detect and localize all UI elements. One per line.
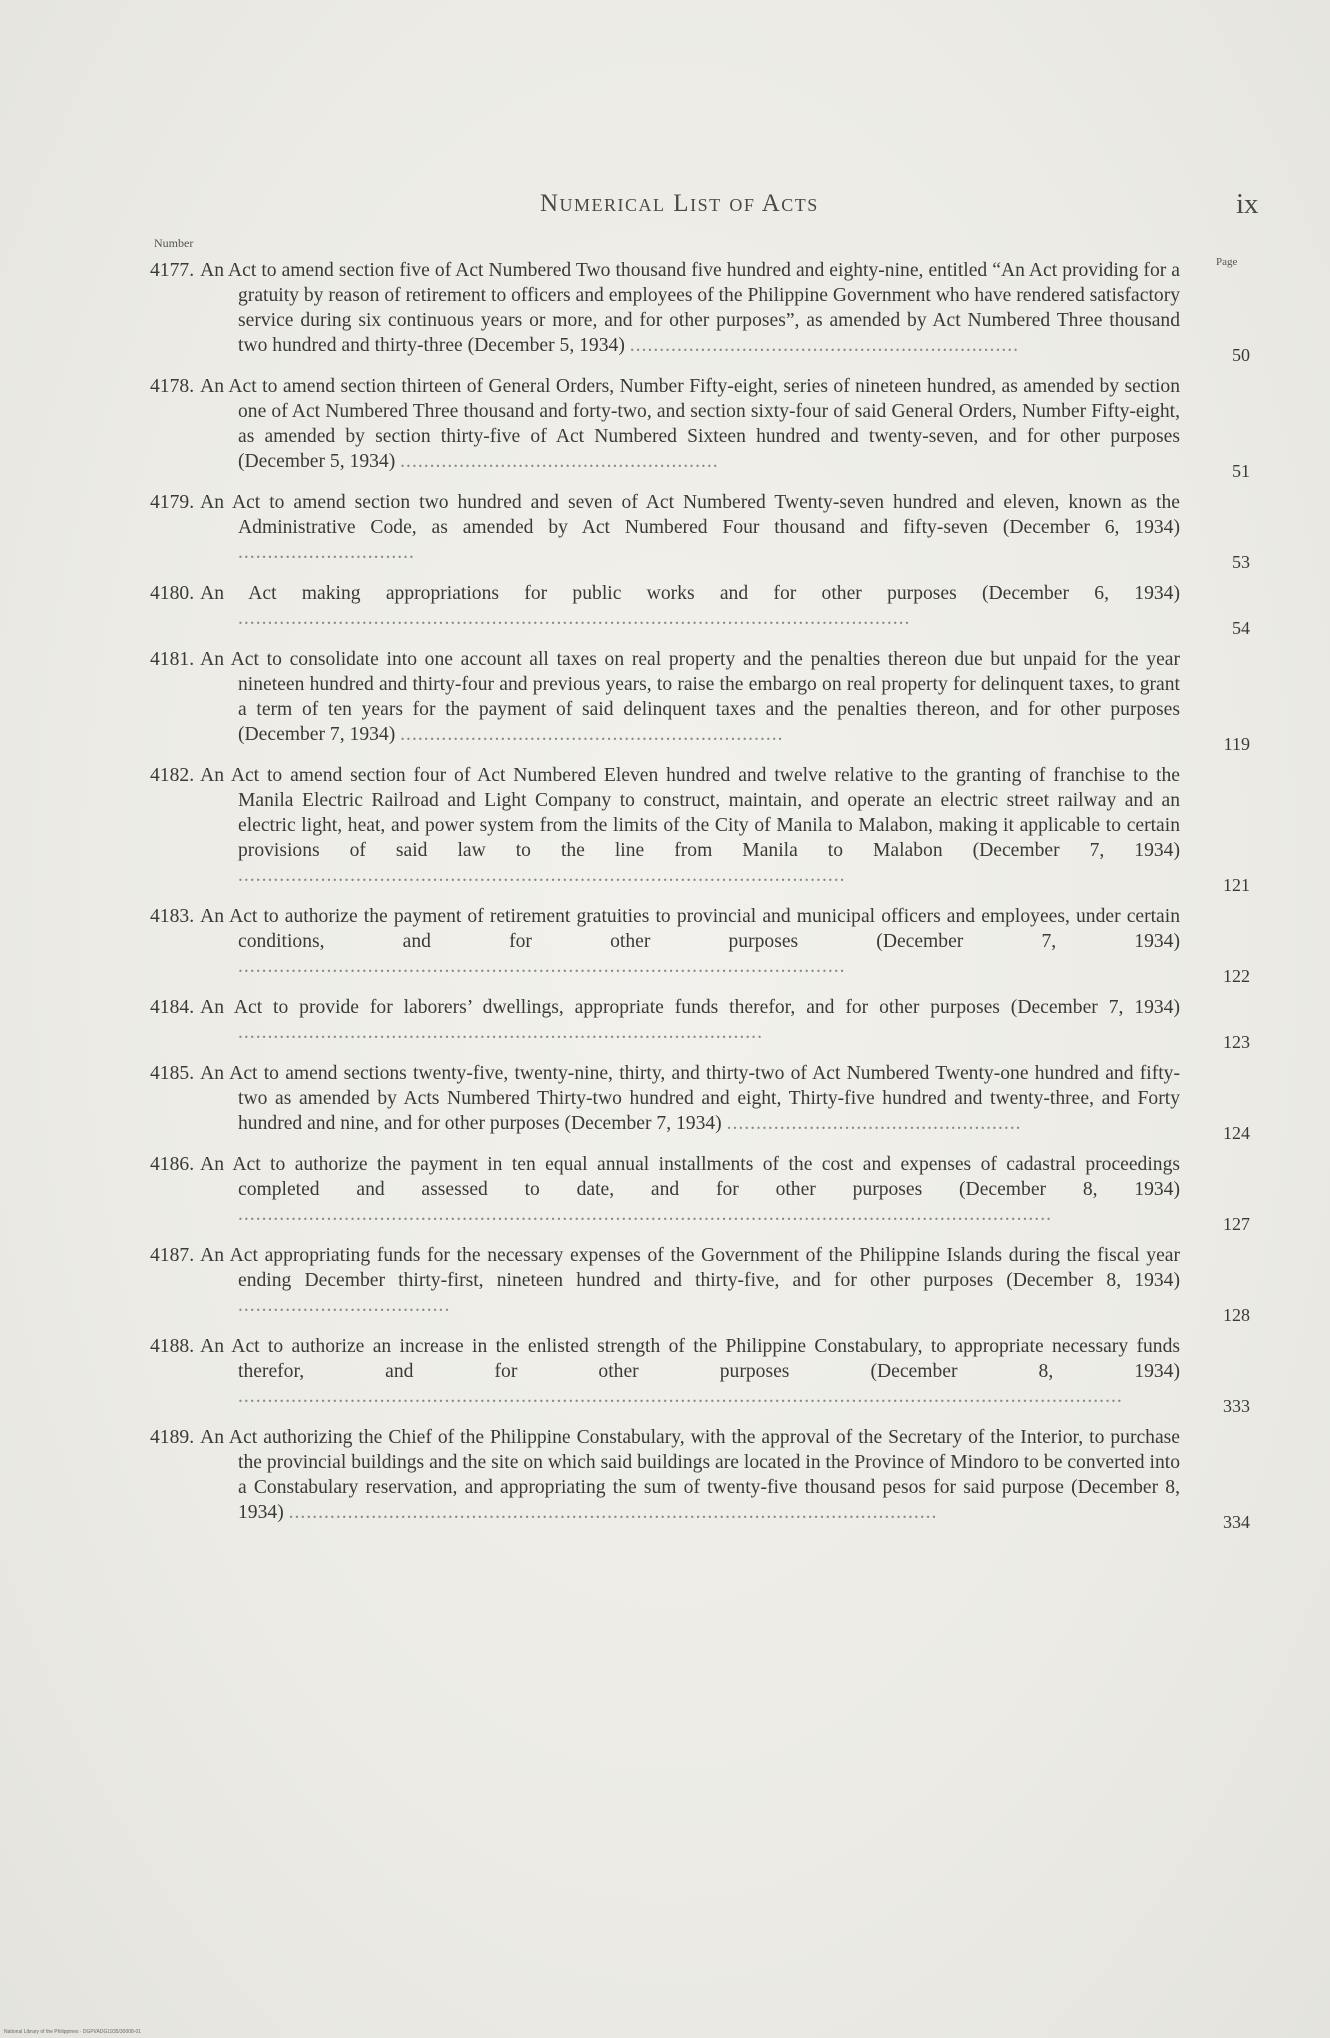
list-item xyxy=(150,995,1260,1052)
act-title: An Act to amend section two hundred and seven of Act Numbered Twenty-seven hundred and eleven, known as the Administrative Code, as amended by Act Numbered Four thousand and fifty-seven (December 6, 1934) xyxy=(200,492,1180,538)
list-item xyxy=(150,1243,1260,1325)
dot-leader: ...................................................................................................................................................... xyxy=(238,1386,1123,1407)
act-number: 4183. xyxy=(150,906,195,927)
act-page-ref: 334 xyxy=(1223,1512,1250,1532)
act-number: 4181. xyxy=(150,649,195,670)
dot-leader: ................................................................. xyxy=(400,724,784,745)
list-item xyxy=(150,490,1260,572)
act-page-ref: 53 xyxy=(1232,552,1250,572)
act-number: 4177. xyxy=(150,260,195,281)
act-title: An Act to provide for laborers’ dwellings, appropriate funds therefor, and for other purposes (December 7, 1934) xyxy=(200,997,1180,1018)
list-item xyxy=(150,647,1260,754)
dot-leader: .............................................................................................................. xyxy=(288,1502,938,1523)
act-number: 4189. xyxy=(150,1427,195,1448)
source-credit: National Library of the Philippines · DGPI/ADG1935/30008-01 xyxy=(4,2029,142,2035)
list-item xyxy=(150,374,1260,481)
act-page-ref: 333 xyxy=(1223,1396,1250,1416)
act-number: 4187. xyxy=(150,1245,195,1266)
dot-leader: ...................................................... xyxy=(400,451,719,472)
list-item xyxy=(150,581,1260,638)
dot-leader: ......................................................................................... xyxy=(238,1022,763,1043)
act-page-ref: 123 xyxy=(1223,1032,1250,1052)
list-item xyxy=(150,1061,1260,1143)
act-page-ref: 54 xyxy=(1232,618,1250,638)
list-item xyxy=(150,1425,1260,1532)
dot-leader: ....................................................................................................... xyxy=(238,956,846,977)
dot-leader: .................................................................. xyxy=(629,335,1020,356)
act-page-ref: 121 xyxy=(1223,875,1250,895)
dot-leader: .................................................. xyxy=(726,1113,1022,1134)
act-title: An Act authorizing the Chief of the Philippine Constabulary, with the approval of the Secretary of the Interior, to purchase the provincial buildings and the site on which said buildings are located in the Province of Mindoro to be converted into a Constabulary reservation, and appropriating the sum of twenty-five thousand pesos for said purpose (December 8, 1934) xyxy=(200,1427,1180,1523)
list-item xyxy=(150,1334,1260,1416)
dot-leader: ....................................................................................................... xyxy=(238,865,846,886)
dot-leader: .................................................................................................................. xyxy=(238,608,911,629)
dot-leader: .......................................................................................................................................... xyxy=(238,1204,1052,1225)
list-item xyxy=(150,763,1260,895)
act-page-ref: 119 xyxy=(1223,734,1250,754)
act-page-ref: 127 xyxy=(1223,1214,1250,1234)
act-number: 4179. xyxy=(150,492,195,513)
act-title: An Act to authorize the payment of retirement gratuities to provincial and municipal officers and employees, under certain conditions, and for other purposes (December 7, 1934) xyxy=(200,906,1180,952)
act-page-ref: 124 xyxy=(1223,1123,1250,1143)
act-number: 4178. xyxy=(150,376,195,397)
list-item xyxy=(150,904,1260,986)
act-number: 4188. xyxy=(150,1336,195,1357)
act-title: An Act to amend sections twenty-five, twenty-nine, thirty, and thirty-two of Act Numbered Twenty-one hundred and fifty-two as amended by Acts Numbered Thirty-two hundred and eight, Thirty-five hundred and twenty-three, and Forty hundred and nine, and for other purposes (December 7, 1934) xyxy=(200,1063,1180,1134)
act-number: 4186. xyxy=(150,1154,195,1175)
act-title: An Act to amend section thirteen of General Orders, Number Fifty-eight, series of nineteen hundred, as amended by section one of Act Numbered Three thousand and forty-two, and section sixty-four of said General Orders, Number Fifty-eight, as amended by section thirty-five of Act Numbered Sixteen hundred and twenty-seven, and for other purposes (December 5, 1934) xyxy=(200,376,1180,472)
act-title: An Act appropriating funds for the necessary expenses of the Government of the Philippine Islands during the fiscal year ending December thirty-first, nineteen hundred and thirty-five, and for other purposes (December 8, 1934) xyxy=(200,1245,1180,1291)
act-page-ref: 51 xyxy=(1232,461,1250,481)
act-title: An Act to amend section five of Act Numbered Two thousand five hundred and eighty-nine, entitled “An Act providing for a gratuity by reason of retirement to officers and employees of the Philippine Government who have rendered satisfactory service during six continuous years or more, and for other purposes”, as amended by Act Numbered Three thousand two hundred and thirty-three (December 5, 1934) xyxy=(200,260,1180,356)
act-page-ref: 50 xyxy=(1232,345,1250,365)
act-number: 4184. xyxy=(150,997,195,1018)
act-title: An Act to amend section four of Act Numbered Eleven hundred and twelve relative to the granting of franchise to the Manila Electric Railroad and Light Company to construct, maintain, and operate an electric street railway and an electric light, heat, and power system from the limits of the City of Manila to Malabon, making it applicable to certain provisions of said law to the line from Manila to Malabon (December 7, 1934) xyxy=(200,765,1180,861)
page-title: Numerical List of Acts xyxy=(540,190,819,217)
act-title: An Act making appropriations for public works and for other purposes (December 6, 1934) xyxy=(200,583,1180,604)
list-item xyxy=(150,258,1260,365)
column-label-page: Page xyxy=(1216,256,1238,268)
page-number: ix xyxy=(1236,188,1259,220)
acts-list xyxy=(150,258,1260,1541)
list-item xyxy=(150,1152,1260,1234)
act-number: 4185. xyxy=(150,1063,195,1084)
dot-leader: .............................. xyxy=(238,542,415,563)
act-title: An Act to consolidate into one account all taxes on real property and the penalties thereon due but unpaid for the year nineteen hundred and thirty-four and previous years, to raise the embargo on real property for delinquent taxes, to grant a term of ten years for the payment of said delinquent taxes and the penalties thereon, and for other purposes (December 7, 1934) xyxy=(200,649,1180,745)
act-page-ref: 128 xyxy=(1223,1305,1250,1325)
act-title: An Act to authorize the payment in ten equal annual installments of the cost and expenses of cadastral proceedings completed and assessed to date, and for other purposes (December 8, 1934) xyxy=(200,1154,1180,1200)
act-page-ref: 122 xyxy=(1223,966,1250,986)
act-title: An Act to authorize an increase in the enlisted strength of the Philippine Constabulary, to appropriate necessary funds therefor, and for other purposes (December 8, 1934) xyxy=(200,1336,1180,1382)
act-number: 4182. xyxy=(150,765,195,786)
column-label-number: Number xyxy=(154,236,194,250)
dot-leader: .................................... xyxy=(238,1295,451,1316)
act-number: 4180. xyxy=(150,583,195,604)
